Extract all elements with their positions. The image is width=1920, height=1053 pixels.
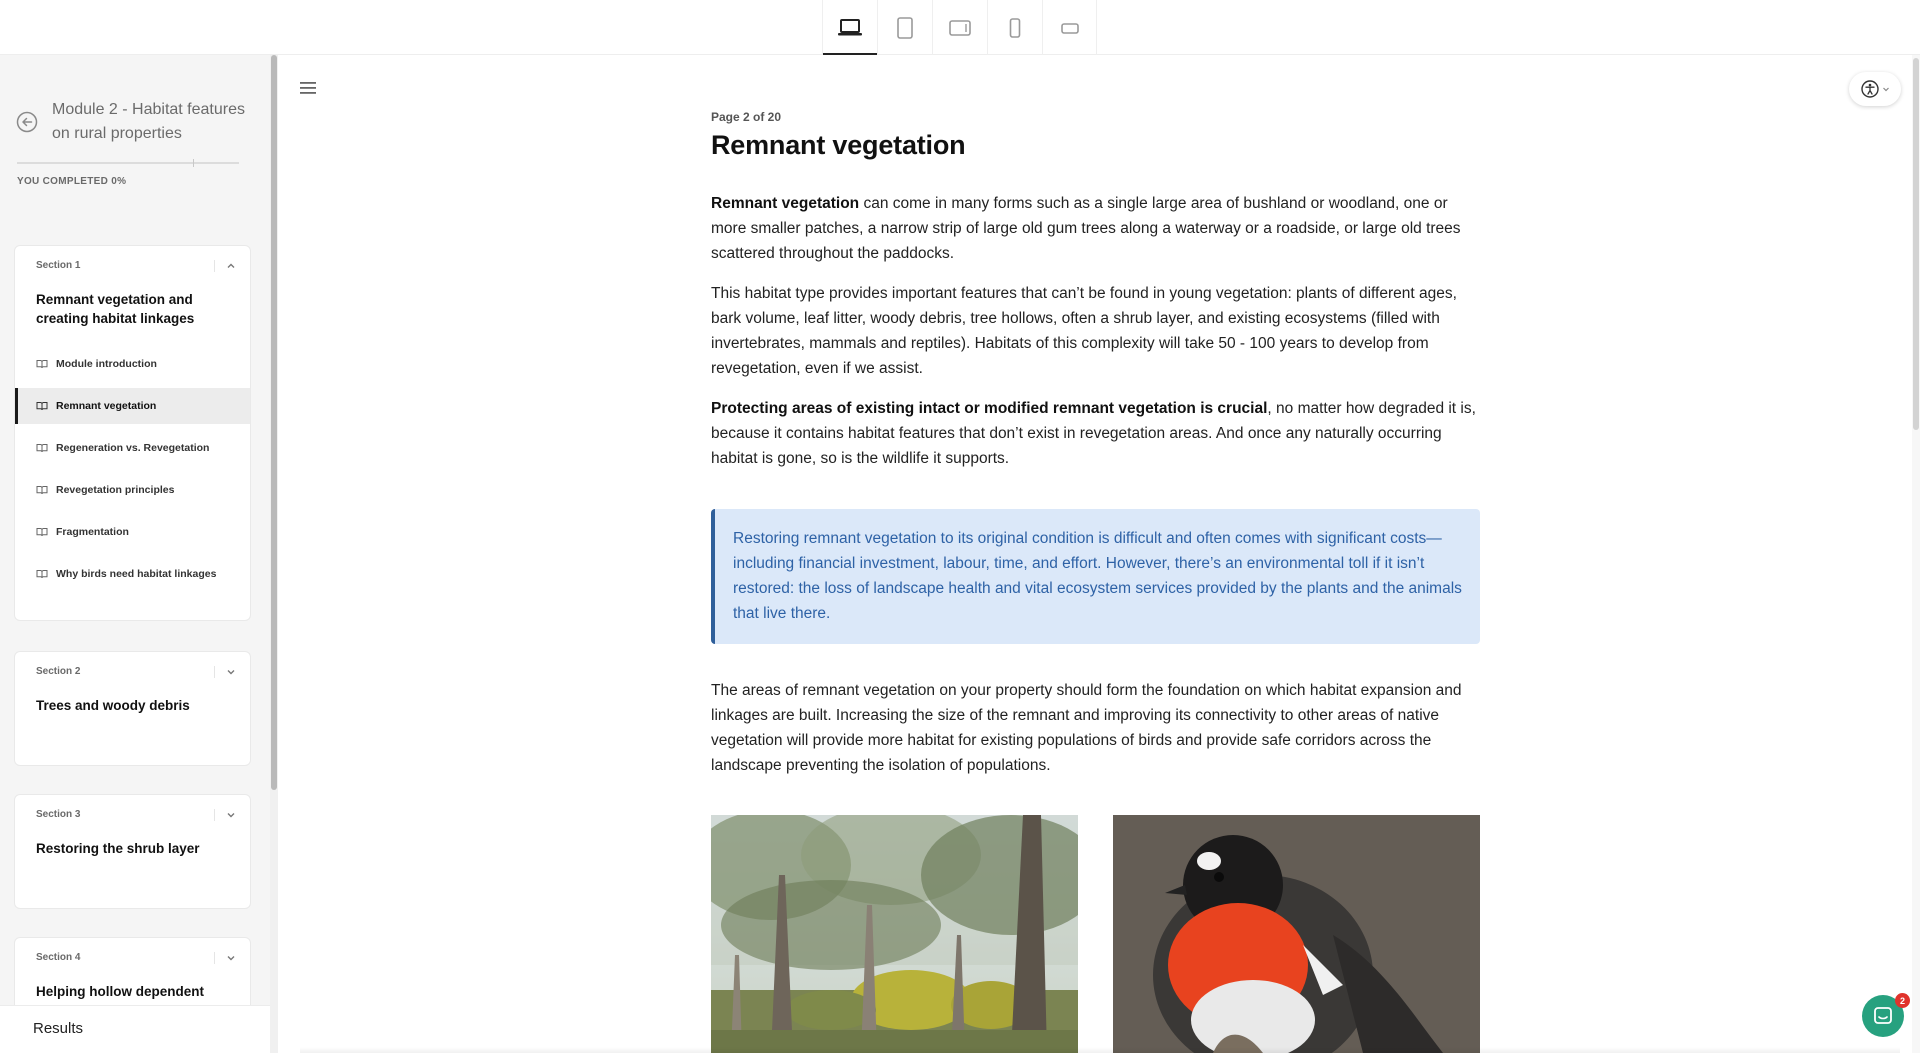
section-1-card (14, 245, 251, 621)
section-title: Helping hollow dependent (36, 984, 204, 999)
book-icon (36, 569, 48, 579)
section-label: Section 4 (36, 952, 81, 963)
accessibility-button[interactable] (1849, 72, 1901, 106)
course-sidebar (0, 55, 270, 1053)
chat-icon (1873, 1006, 1893, 1026)
laptop-icon (837, 18, 863, 38)
chevron-down-icon[interactable] (225, 666, 237, 678)
lesson-label: Regeneration vs. Revegetation (56, 442, 210, 454)
device-laptop-button[interactable] (822, 0, 877, 55)
section-label: Section 1 (36, 260, 81, 271)
book-icon (36, 401, 48, 411)
paragraph-4-wrap (711, 678, 1481, 778)
accessibility-icon (1861, 80, 1879, 98)
book-icon (36, 359, 48, 369)
book-icon (36, 443, 48, 453)
section-title[interactable]: Remnant vegetation and creating habitat linkages (36, 292, 195, 326)
paragraph-1 (711, 191, 1481, 266)
back-arrow-icon[interactable] (16, 111, 38, 133)
section-label: Section 3 (36, 809, 81, 820)
section-title: Trees and woody debris (36, 698, 190, 713)
section-3-card[interactable] (14, 794, 251, 909)
paragraph-2: This habitat type provides important features that can’t be found in young vegetation: plants of different ages, bark volume, leaf litter, woody debris, tree hollows, often a shrub layer, and existing ecosystems (filled with invertebrates, mammals and reptiles). Habitats of this complexity will take 50 - 100 years to develop from revegetation, even if we assist. (711, 285, 1457, 377)
paragraph-3-text: , no matter how degraded it is, because it contains habitat features that don’t exist in revegetation areas. And once any naturally occurring habitat is gone, so is the wildlife it supports. (711, 400, 1476, 467)
lesson-module-introduction[interactable] (15, 346, 251, 382)
lesson-label: Remnant vegetation (56, 400, 157, 412)
lesson-label: Fragmentation (56, 526, 129, 538)
book-icon (36, 485, 48, 495)
lesson-label: Module introduction (56, 358, 157, 370)
chevron-down-icon[interactable] (225, 952, 237, 964)
results-bar (0, 1005, 270, 1053)
lesson-content (711, 110, 1481, 471)
device-preview-toolbar (0, 0, 1920, 55)
menu-icon[interactable] (300, 81, 316, 95)
section-title: Restoring the shrub layer (36, 841, 200, 856)
paragraph-1-bold: Remnant vegetation (711, 195, 860, 212)
main-scrollbar-thumb[interactable] (1913, 58, 1919, 430)
woodland-image (711, 815, 1078, 1053)
paragraph-3-bold: Protecting areas of existing intact or modified remnant vegetation is crucial (711, 400, 1268, 417)
tablet-landscape-icon (949, 19, 971, 37)
section-2-card[interactable] (14, 651, 251, 766)
lesson-why-birds-need-habitat-linkages[interactable] (15, 556, 251, 592)
lesson-revegetation-principles[interactable] (15, 472, 251, 508)
book-icon (36, 527, 48, 537)
lesson-regeneration-vs-revegetation[interactable] (15, 430, 251, 466)
progress-marker (193, 159, 194, 167)
lesson-fragmentation[interactable] (15, 514, 251, 550)
progress-bar (17, 162, 239, 164)
chevron-down-icon (1882, 85, 1890, 93)
chevron-up-icon[interactable] (225, 260, 237, 272)
scarlet-robin-image (1113, 815, 1480, 1053)
module-title: Module 2 - Habitat features on rural properties (52, 101, 245, 142)
device-switcher (822, 0, 1097, 55)
results-link[interactable]: Results (33, 1020, 84, 1037)
lesson-label: Revegetation principles (56, 484, 175, 496)
sidebar-scrollbar-thumb[interactable] (271, 55, 277, 790)
chevron-down-icon[interactable] (225, 809, 237, 821)
lesson-remnant-vegetation[interactable] (15, 388, 251, 424)
section-label: Section 2 (36, 666, 81, 677)
notification-badge: 2 (1895, 993, 1910, 1008)
page-title: Remnant vegetation (711, 130, 966, 160)
device-phone-portrait-button[interactable] (987, 0, 1042, 55)
callout-box (711, 509, 1480, 644)
paragraph-1-text: can come in many forms such as a single large area of bushland or woodland, one or more smaller patches, a narrow strip of large old gum trees along a waterway or a roadside, or large old trees scattered throughout the paddocks. (711, 195, 1461, 262)
callout-text: Restoring remnant vegetation to its original condition is difficult and often comes with significant costs—including financial investment, labour, time, and effort. However, there’s an environmental toll if it isn’t restored: the loss of landscape health and vital ecosystem services provided by the plants and the animals that live there. (733, 530, 1462, 622)
page-counter: Page 2 of 20 (711, 110, 782, 124)
device-phone-landscape-button[interactable] (1042, 0, 1097, 55)
woodland-illustration (711, 815, 1078, 1053)
device-tablet-portrait-button[interactable] (877, 0, 932, 55)
tablet-portrait-icon (896, 17, 914, 39)
bird-illustration (1113, 815, 1480, 1053)
phone-portrait-icon (1008, 18, 1022, 38)
progress-label: YOU COMPLETED 0% (17, 176, 127, 187)
device-tablet-landscape-button[interactable] (932, 0, 987, 55)
paragraph-3 (711, 396, 1481, 471)
phone-landscape-icon (1060, 21, 1080, 35)
lesson-label: Why birds need habitat linkages (56, 568, 217, 580)
paragraph-4: The areas of remnant vegetation on your property should form the foundation on which habitat expansion and linkages are built. Increasing the size of the remnant and improving its connectivity to other areas of native vegetation will provide more habitat for existing populations of birds and provide safe corridors across the landscape preventing the isolation of populations. (711, 682, 1462, 774)
